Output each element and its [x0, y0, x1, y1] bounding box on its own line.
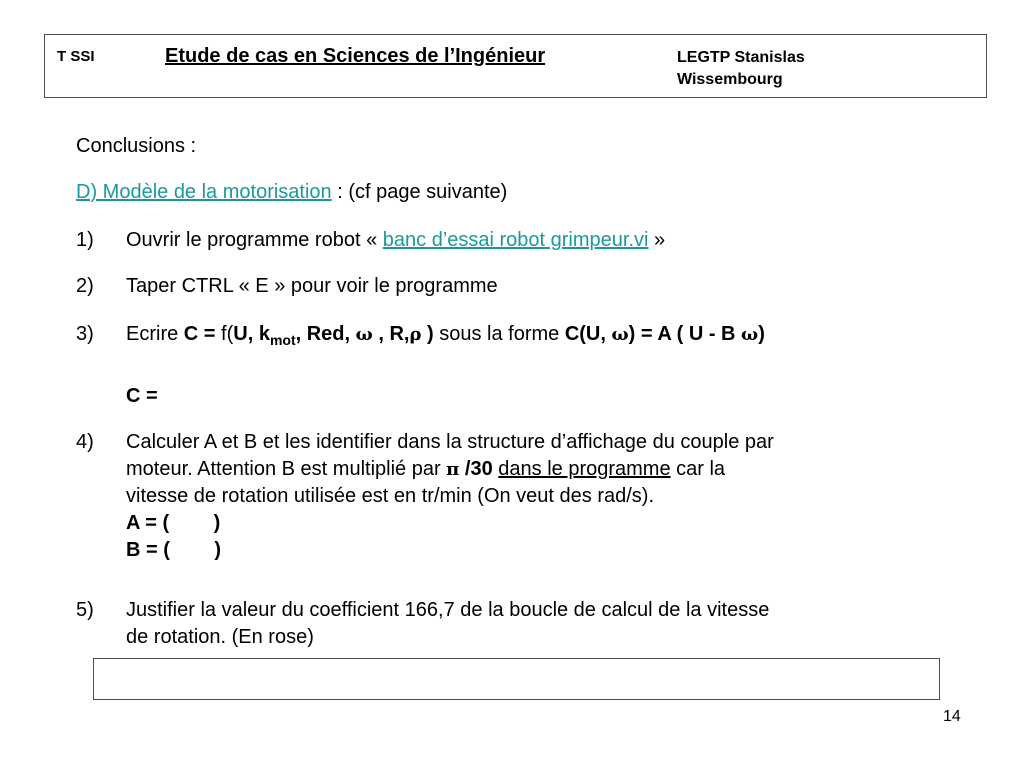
file-link[interactable]: banc d’essai robot grimpeur.vi — [382, 229, 649, 251]
section-suffix: : (cf page suivante) — [331, 181, 508, 203]
school-line-1: LEGTP Stanislas — [677, 49, 805, 66]
item-number: 5) — [76, 599, 94, 621]
item-line-2: de rotation. (En rose) — [126, 626, 314, 648]
item-text: Ecrire C = f(U, $k_{mot}$, Red, ω , R,ρ ) sous la forme C(U, ω) = A ( U - B ω) — [126, 323, 765, 348]
header-box — [44, 34, 987, 98]
pi-symbol: π — [446, 459, 460, 480]
section-heading — [76, 179, 507, 205]
item-line-1: Justifier la valeur du coefficient 166,7 de la boucle de calcul de la vitesse — [126, 599, 770, 621]
document-title: Etude de cas en Sciences de l’Ingénieur — [165, 45, 546, 67]
class-label: T SSI — [57, 48, 95, 65]
a-equation: A = ( ) — [126, 512, 221, 534]
item-line-2: moteur. Attention B est multiplié par π /30 dans le programme car la — [126, 458, 726, 480]
conclusions-heading: Conclusions : — [76, 135, 197, 157]
answer-box[interactable] — [93, 658, 940, 700]
omega-symbol: ω — [611, 324, 629, 345]
item-text: Ouvrir le programme robot « banc d’essai robot grimpeur.vi » — [126, 229, 666, 251]
item-number: 1) — [76, 229, 94, 251]
item-text: Taper CTRL « E » pour voir le programme — [126, 275, 498, 297]
item-line-1: Calculer A et B et les identifier dans la structure d’affichage du couple par — [126, 431, 774, 453]
section-link[interactable]: D) Modèle de la motorisation — [76, 181, 332, 203]
rho-symbol: ρ — [409, 324, 422, 345]
school-name — [677, 47, 805, 91]
item-line-3: vitesse de rotation utilisée est en tr/min (On veut des rad/s). — [126, 485, 655, 507]
school-line-2: Wissembourg — [677, 71, 783, 88]
omega-symbol: ω — [741, 324, 759, 345]
page-number: 14 — [943, 708, 961, 725]
c-equation: C = — [126, 385, 158, 407]
omega-symbol: ω — [355, 324, 373, 345]
b-equation: B = ( ) — [126, 539, 222, 561]
item-number: 4) — [76, 431, 94, 453]
item-number: 2) — [76, 275, 94, 297]
item-number: 3) — [76, 323, 94, 345]
